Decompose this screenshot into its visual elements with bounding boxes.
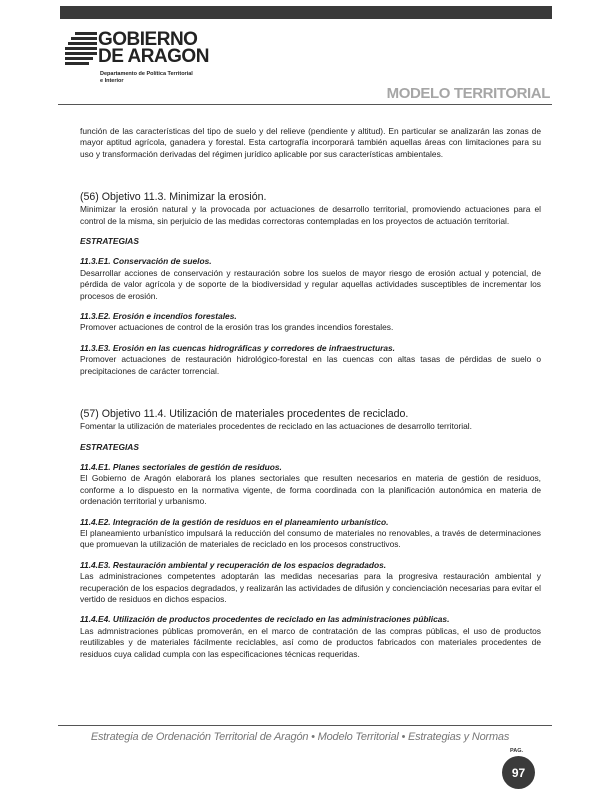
aragon-striped-logo-icon xyxy=(65,32,97,68)
strategy-11-3-e1-title: 11.3.E1. Conservación de suelos. xyxy=(80,256,212,267)
header-bar xyxy=(60,6,552,19)
strategy-11-4-e3-title: 11.4.E3. Restauración ambiental y recuperación de los espacios degradados. xyxy=(80,559,387,570)
department-name xyxy=(100,71,230,84)
strategy-11-4-e4-text: Las admnistraciones públicas promoverán, en el marco de contratación de las compras públicas, el uso de productos reutilizables y de materiales fácilmente reciclables, así como de productos fabricados con materiales procedentes de residuos cuya calidad cumpla con las especificaciones técnicas requeridas. xyxy=(80,625,541,659)
strategy-11-3-e3-title: 11.3.E3. Erosión en las cuencas hidrográficas y corredores de infraestructuras. xyxy=(80,342,395,353)
strategy-11-3-e1-text: Desarrollar acciones de conservación y restauración sobre los suelos de mayor riesgo de erosión actual y potencial, de pérdida de valor agrícola y de soporte de la biodiversidad y regular aquellas actividades susceptibles de incrementar los procesos de erosión. xyxy=(80,267,541,301)
page-number-badge: 97 xyxy=(502,756,535,789)
strategy-11-4-e4-title: 11.4.E4. Utilización de productos procedentes de reciclado en las administraciones públicas. xyxy=(80,614,450,625)
objective-56-text: Minimizar la erosión natural y la provocada por actuaciones de desarrollo territorial, promoviendo actuaciones para el control de la misma, sin perjuicio de las medidas correctoras contempladas en los proyectos de actuación territorial. xyxy=(80,204,541,226)
logo-text-line2: DE ARAGON xyxy=(98,46,209,67)
footer-divider xyxy=(58,725,552,726)
objective-57-title: (57) Objetivo 11.4. Utilización de materiales procedentes de reciclado. xyxy=(80,408,409,421)
section-title: MODELO TERRITORIAL xyxy=(386,85,550,102)
strategies-heading-57: ESTRATEGIAS xyxy=(80,441,139,452)
strategies-heading-56: ESTRATEGIAS xyxy=(80,236,139,247)
footer-text: Estrategia de Ordenación Territorial de Aragón • Modelo Territorial • Estrategias y Normas xyxy=(90,731,510,743)
strategy-11-4-e3-text: Las administraciones competentes adoptarán las medidas necesarias para la progresiva restauración ambiental y recuperación de los espacios degradados, y realizarán las actividades de difusión y concienciación necesarias para evitar el vertido de residuos en dichos espacios. xyxy=(80,571,541,604)
strategy-11-3-e2-title: 11.3.E2. Erosión e incendios forestales. xyxy=(80,311,237,322)
intro-paragraph: función de las características del tipo de suelo y del relieve (pendiente y altitud). En particular se analizarán las zonas de mayor aptitud agrícola, ganadera y forestal. Esta cartografía incorporará también aquellas áreas con limitaciones para su uso y transformación derivadas del régimen jurídico aplicable por sus características ambientales. xyxy=(80,126,541,159)
header-divider xyxy=(58,104,552,105)
strategy-11-4-e2-text: El planeamiento urbanístico impulsará la reducción del consumo de materiales no renovables, a través de determinaciones que promuevan la utilización de materiales de reciclado en los procesos constructivos. xyxy=(80,527,541,550)
department-line1: Departamento de Política Territorial xyxy=(100,71,193,77)
strategy-11-4-e1-text: El Gobierno de Aragón elaborará los planes sectoriales que resulten necesarios en materia de gestión de residuos, conforme a lo dispuesto en la normativa vigente, de forma coordinada con la planificación autonómica en materia de ordenación territorial y urbanismo. xyxy=(80,473,541,507)
objective-57-text: Fomentar la utilización de materiales procedentes de reciclado en las actuaciones de desarrollo territorial. xyxy=(80,421,472,432)
logo-text-line1: GOBIERNO xyxy=(98,29,198,50)
department-line2: e Interior xyxy=(100,77,124,84)
strategy-11-4-e1-title: 11.4.E1. Planes sectoriales de gestión de residuos. xyxy=(80,461,282,472)
strategy-11-4-e2-title: 11.4.E2. Integración de la gestión de residuos en el planeamiento urbanístico. xyxy=(80,516,389,527)
strategy-11-3-e2-text: Promover actuaciones de control de la erosión tras los grandes incendios forestales. xyxy=(80,322,394,333)
objective-56-title: (56) Objetivo 11.3. Minimizar la erosión. xyxy=(80,191,267,204)
page-label: PAG. xyxy=(510,748,524,754)
page-body xyxy=(80,126,541,660)
strategy-11-3-e3-text: Promover actuaciones de restauración hidrológico-forestal en las cuencas con altas tasas de pérdidas de suelo o precipitaciones de carácter torrencial. xyxy=(80,354,541,376)
gobierno-aragon-logo xyxy=(65,30,225,92)
